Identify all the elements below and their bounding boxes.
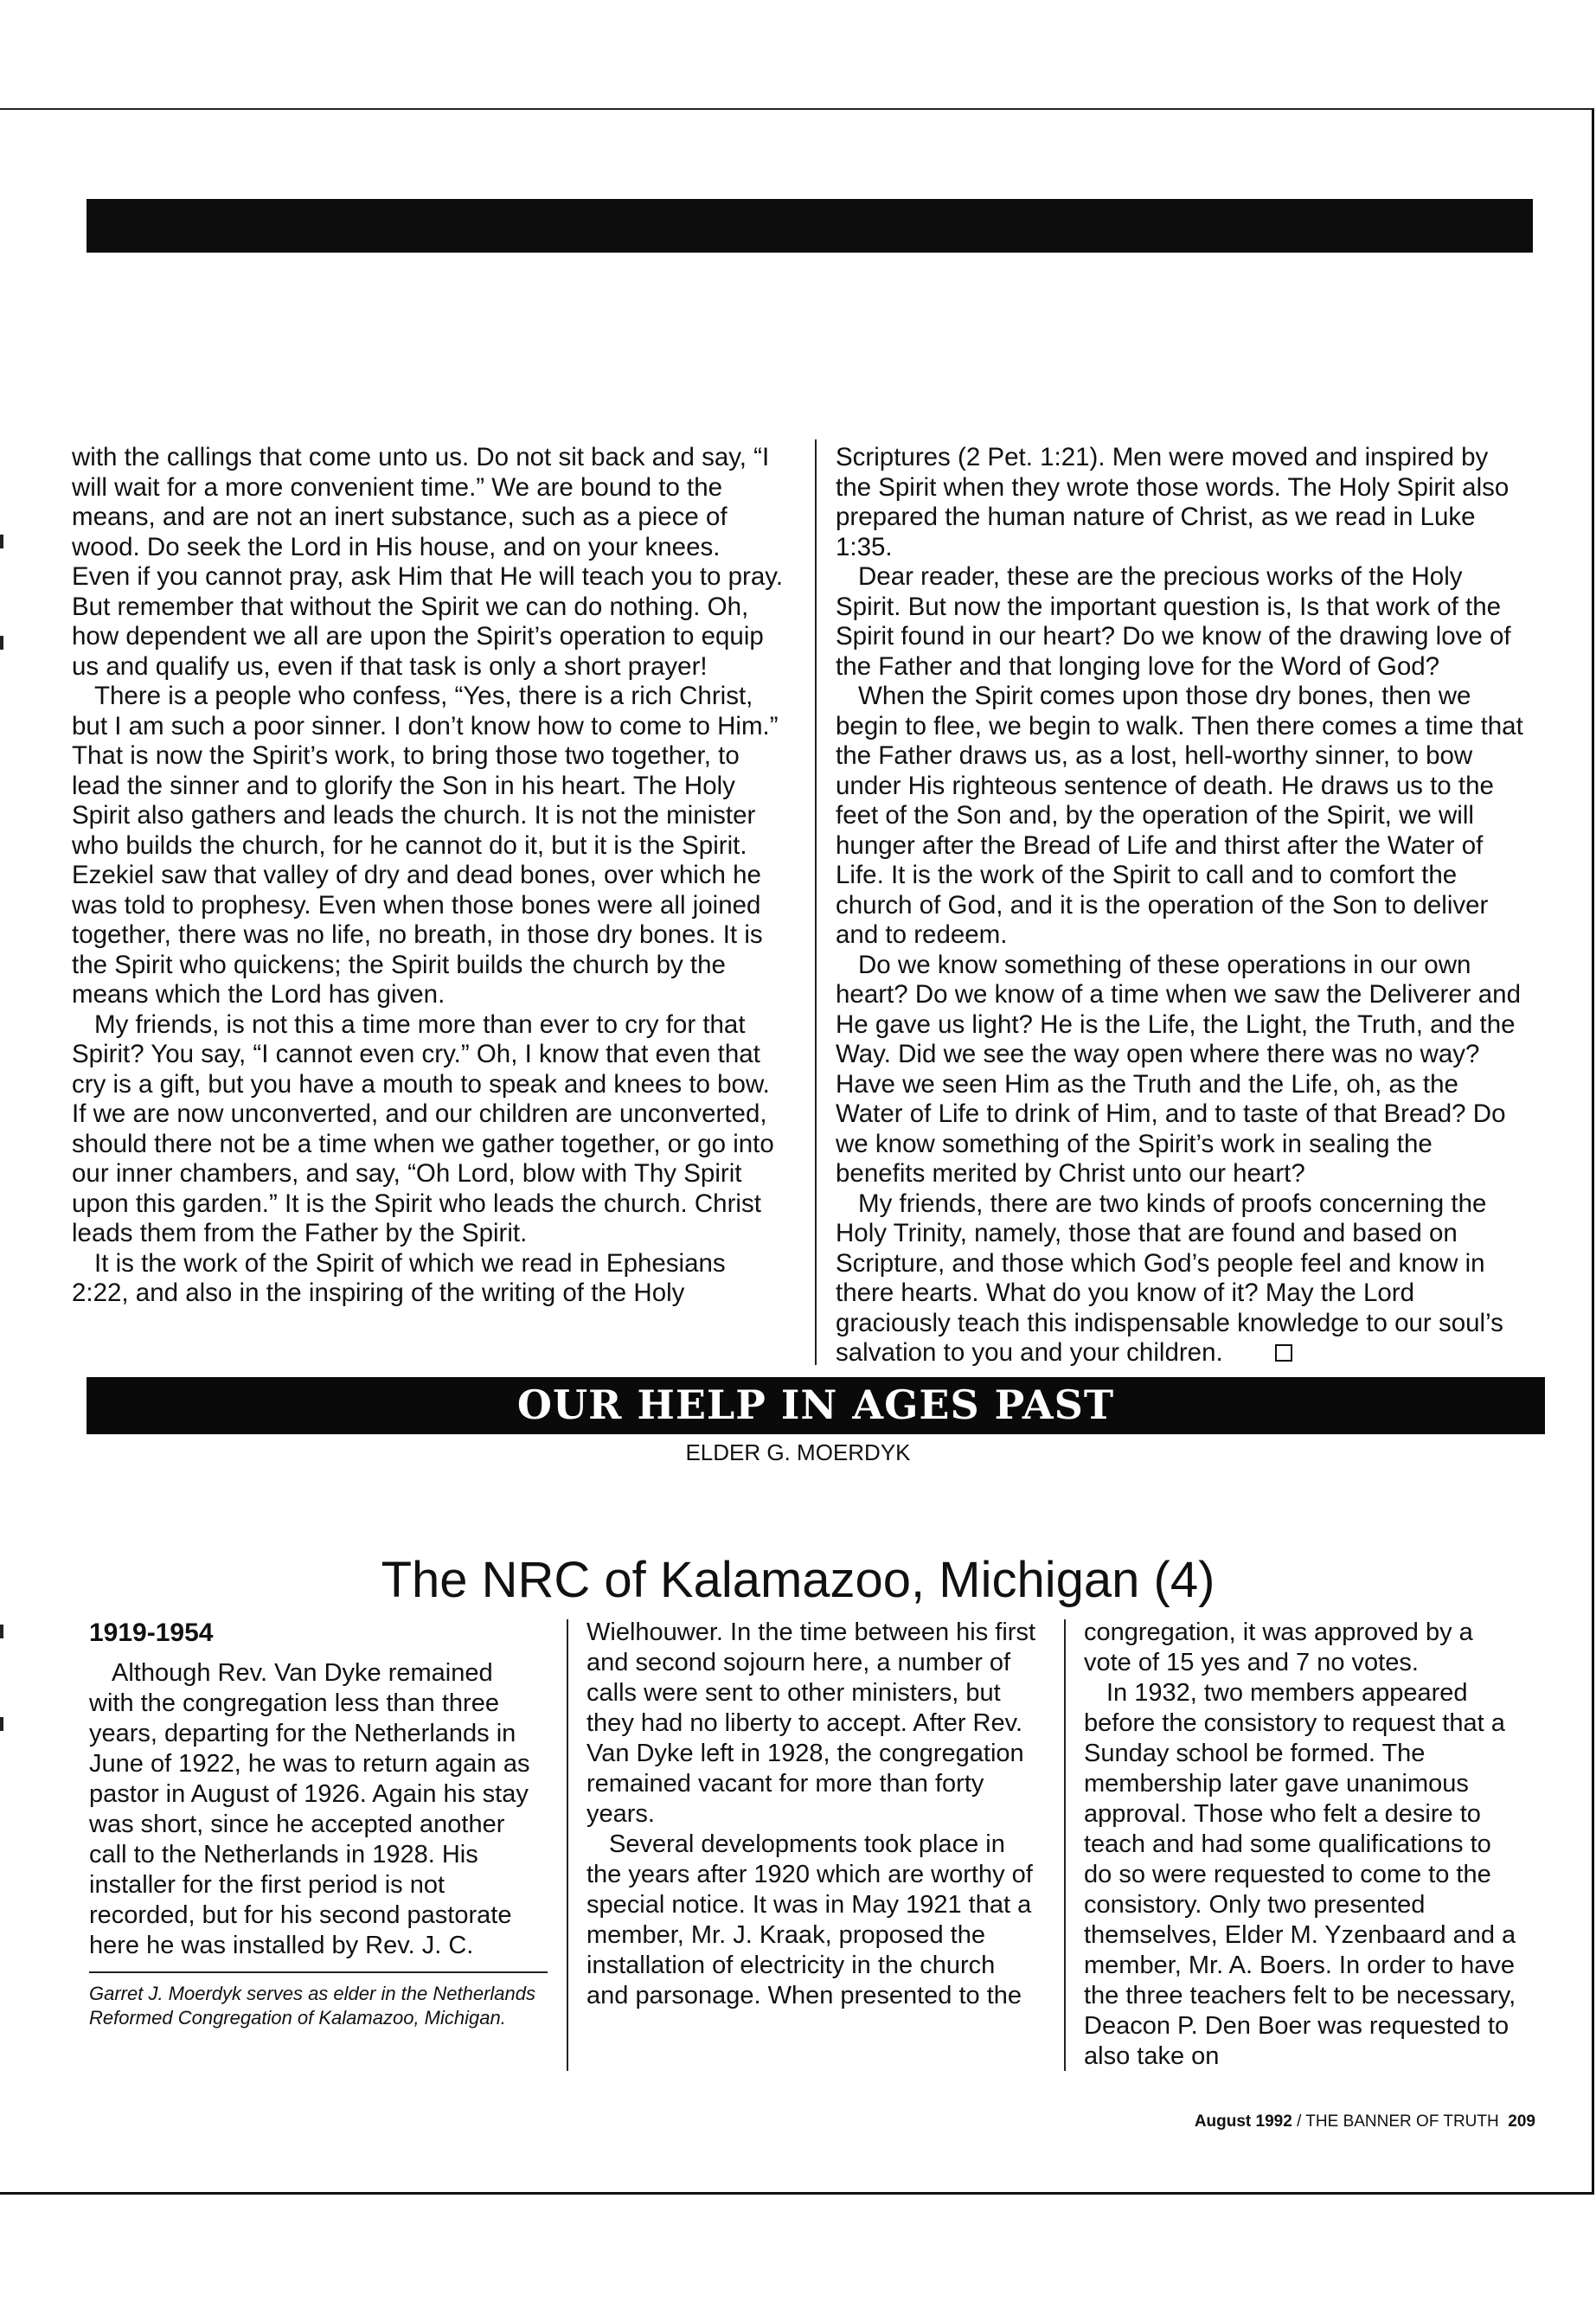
page-number: 209 (1508, 2112, 1535, 2131)
paragraph: There is a people who confess, “Yes, there is a rich Christ, but I am such a poor sinner. I don’t know how to come to Him.” That is now the Spirit’s work, to bring those two together, to lead the sinner and to glorify the Son in his heart. The Holy Spirit also gathers and leads the church. It is not the minister who builds the church, for he cannot do it, but it is the Spirit. Ezekiel saw that valley of dry and dead bones, over which he was told to prophesy. Even when those bones were all joined together, there was no life, no breath, in those dry bones. It is the Spirit who quickens; the Spirit builds the church by the means which the Lord has given. (72, 682, 779, 1009)
article-column-2 (586, 1618, 1036, 2011)
paragraph: congregation, it was approved by a vote of 15 yes and 7 no votes. (1084, 1618, 1473, 1676)
page-footer (1195, 2112, 1535, 2131)
column-divider (567, 1619, 568, 2071)
end-mark-icon (1275, 1344, 1292, 1362)
series-banner (87, 1377, 1545, 1434)
paragraph: When the Spirit comes upon those dry bones, then we begin to flee, we begin to walk. Then there comes a time that the Father draws us, as a lost, hell-worthy sinner, to bow under His righteous sentence of death. He draws us to the feet of the Son and, by the operation of the Spirit, we will hunger after the Bread of Life and thirst after the Water of Life. It is the work of the Spirit to call and to comfort the church of God, and it is the operation of the Son to deliver and to redeem. (836, 682, 1523, 949)
paragraph: Scriptures (2 Pet. 1:21). Men were moved and inspired by the Spirit when they wrote those words. The Holy Spirit also prepared the human nature of Christ, as we read in Luke 1:35. (836, 443, 1509, 561)
footer-date: August 1992 (1194, 2112, 1292, 2131)
column-divider (1064, 1619, 1066, 2071)
article-column-3 (1084, 1618, 1525, 2072)
footer-separator: / (1292, 2112, 1306, 2131)
author-line: ELDER G. MOERDYK (685, 1439, 911, 1465)
margin-mark (0, 1625, 3, 1638)
bio-divider (89, 1971, 548, 1973)
article-title: The NRC of Kalamazoo, Michigan (4) (381, 1552, 1215, 1608)
paragraph: My friends, is not this a time more than ever to cry for that Spirit? You say, “I cannot even cry.” Oh, I know that even that cry is a gift, but you have a mouth to speak and knees to bow. If we are now unconverted, and our children are unconverted, should there not be a time when we gather together, or go into our inner chambers, and say, “Oh Lord, blow with Thy Spirit upon this garden.” It is the Spirit who leads the church. Christ leads them from the Father by the Spirit. (72, 1009, 774, 1247)
margin-mark (0, 535, 3, 548)
margin-mark (0, 636, 3, 650)
paragraph: Wielhouwer. In the time between his first and second sojourn here, a number of calls were sent to other ministers, but they had no liberty to accept. After Rev. Van Dyke left in 1928, the congregation remained vacant for more than forty years. (586, 1618, 1036, 1828)
series-title: OUR HELP IN AGES PAST (516, 1381, 1115, 1428)
paragraph: Do we know something of these operations in our own heart? Do we know of a time when we saw the Deliverer and He gave us light? He is the Life, the Light, the Truth, and the Way. Did we see the way open where there was no way? Have we seen Him as the Truth and the Life, oh, as the Water of Life to drink of Him, and to taste of that Bread? Do we know something of the Spirit’s work in sealing the benefits merited by Christ unto our heart? (836, 950, 1521, 1188)
top-column-left (72, 443, 783, 1309)
footer-publication: THE BANNER OF TRUTH (1305, 2112, 1499, 2131)
article-column-1 (89, 1618, 543, 2030)
paragraph: It is the work of the Spirit of which we read in Ephesians 2:22, and also in the inspiring of the writing of the Holy (72, 1248, 726, 1307)
paragraph: In 1932, two members appeared before the consistory to request that a Sunday school be formed. The membership later gave unanimous approval. Those who felt a desire to teach and had some qualifications to do so were requested to come to the consistory. Only two presented themselves, Elder M. Yzenbaard and a member, Mr. A. Boers. In order to have the three teachers felt to be necessary, Deacon P. Den Boer was requested to also take on (1084, 1679, 1516, 2070)
header-black-bar (87, 199, 1533, 253)
paragraph: Dear reader, these are the precious works of the Holy Spirit. But now the important question is, Is that work of the Spirit found in our heart? Do we know of the drawing love of the Father and that longing love for the Word of God? (836, 562, 1511, 681)
paragraph: with the callings that come unto us. Do not sit back and say, “I will wait for a more convenient time.” We are bound to the means, and are not an inert substance, such as a piece of wood. Do seek the Lord in His house, and on your knees. Even if you cannot pray, ask Him that He will teach you to pray. But remember that without the Spirit we can do nothing. Oh, how dependent we all are upon the Spirit’s operation to equip us and qualify us, even if that task is only a short prayer! (72, 443, 784, 681)
paragraph (836, 1189, 1528, 1368)
margin-mark (0, 1717, 3, 1731)
section-heading: 1919-1954 (89, 1618, 214, 1647)
paragraph: Although Rev. Van Dyke remained with the congregation less than three years, departing for the Netherlands in June of 1922, he was to return again as pastor in August of 1926. Again his stay was short, since he accepted another call to the Netherlands in 1928. His installer for the first period is not recorded, but for his second pastorate here he was installed by Rev. J. C. (89, 1659, 530, 1959)
top-column-right (836, 443, 1528, 1368)
column-divider (815, 439, 817, 1365)
paragraph: Several developments took place in the years after 1920 which are worthy of special notice. It was in May 1921 that a member, Mr. J. Kraak, proposed the installation of electricity in the church and parsonage. When presented to the (586, 1830, 1033, 2009)
author-bio: Garret J. Moerdyk serves as elder in the Netherlands Reformed Congregation of Kalamazoo, Michigan. (89, 1983, 536, 2029)
closing-paragraph-text: My friends, there are two kinds of proofs concerning the Holy Trinity, namely, those that are found and based on Scripture, and those which God’s people feel and know in there hearts. What do you know of it? May the Lord graciously teach this indispensable knowledge to our soul’s salvation to you and your children. (836, 1189, 1503, 1367)
